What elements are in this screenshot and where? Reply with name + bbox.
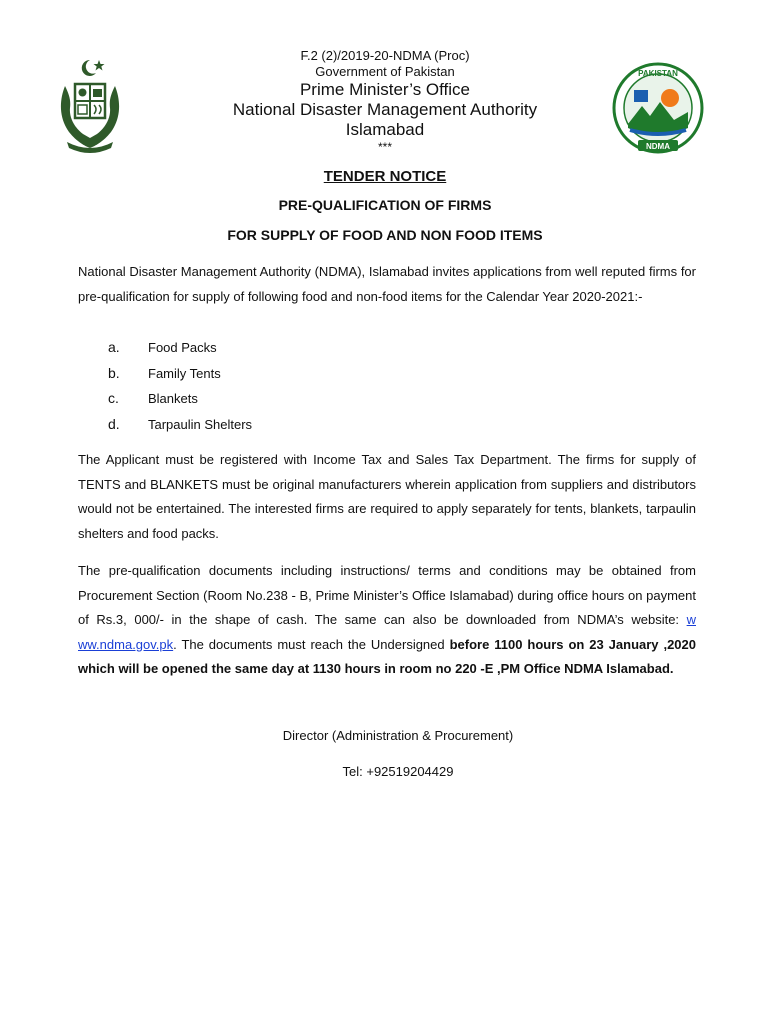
- authority-name: National Disaster Management Authority: [232, 100, 538, 119]
- ndma-logo-top-text: PAKISTAN: [638, 69, 678, 78]
- items-list: [108, 335, 252, 437]
- item-letter: d.: [108, 415, 120, 432]
- intro-paragraph: National Disaster Management Authority (NDMA), Islamabad invites applications from well reputed firms for pre-qualification for supply of following food and non-food items for the Calendar Year 2020-2021:-: [78, 264, 696, 304]
- documents-text-2: . The documents must reach the Undersigned: [173, 636, 450, 652]
- signatory-designation: Director (Administration & Procurement): [282, 728, 514, 743]
- list-item: [108, 412, 252, 438]
- documents-text: The pre-qualification documents including instructions/ terms and conditions may be obtained from Procurement Section (Room No.238 - B, Prime Minister’s Office Islamabad) during office hours on payment of Rs.3, 000/- in the shape of cash. The same can also be downloaded from NDMA’s website:: [78, 563, 696, 627]
- reference-number: F.2 (2)/2019-20-NDMA (Proc): [300, 48, 470, 63]
- separator-stars: ***: [377, 140, 392, 154]
- documents-paragraph: [78, 559, 696, 682]
- item-label: Food Packs: [148, 340, 217, 355]
- item-letter: b.: [108, 364, 120, 381]
- list-item: [108, 361, 252, 387]
- item-label: Tarpaulin Shelters: [148, 416, 253, 432]
- contact-telephone: Tel: +92519204429: [342, 764, 454, 779]
- supply-heading: FOR SUPPLY OF FOOD AND NON FOOD ITEMS: [227, 227, 543, 243]
- office-name: Prime Minister’s Office: [299, 80, 471, 99]
- letterhead: [180, 48, 590, 154]
- ndma-logo-bottom-text: NDMA: [646, 142, 670, 151]
- pakistan-state-emblem: [55, 56, 125, 156]
- list-item: [108, 386, 252, 412]
- city-name: Islamabad: [345, 120, 425, 139]
- item-label: Family Tents: [148, 365, 221, 381]
- list-item: [108, 335, 252, 361]
- item-label: Blankets: [148, 391, 198, 406]
- item-letter: c.: [108, 390, 119, 406]
- deadline-text: before 1100 hours on 23 January ,2020 which will be opened the same day at 1130 hours in room no 220 -E ,PM Office NDMA Islamabad.: [78, 636, 696, 676]
- government-name: Government of Pakistan: [315, 64, 455, 79]
- tender-notice-title: TENDER NOTICE: [323, 168, 447, 185]
- item-letter: a.: [108, 339, 120, 355]
- ndma-logo: [612, 62, 704, 154]
- prequalification-heading: PRE-QUALIFICATION OF FIRMS: [278, 197, 492, 213]
- registration-paragraph: The Applicant must be registered with Income Tax and Sales Tax Department. The firms for supply of TENTS and BLANKETS must be original manufacturers wherein application from suppliers and distributors would not be entertained. The interested firms are required to apply separately for tents, blankets, tarpaulin shelters and food packs.: [78, 452, 696, 541]
- ndma-website-link[interactable]: w ww.ndma.gov.pk: [78, 612, 696, 652]
